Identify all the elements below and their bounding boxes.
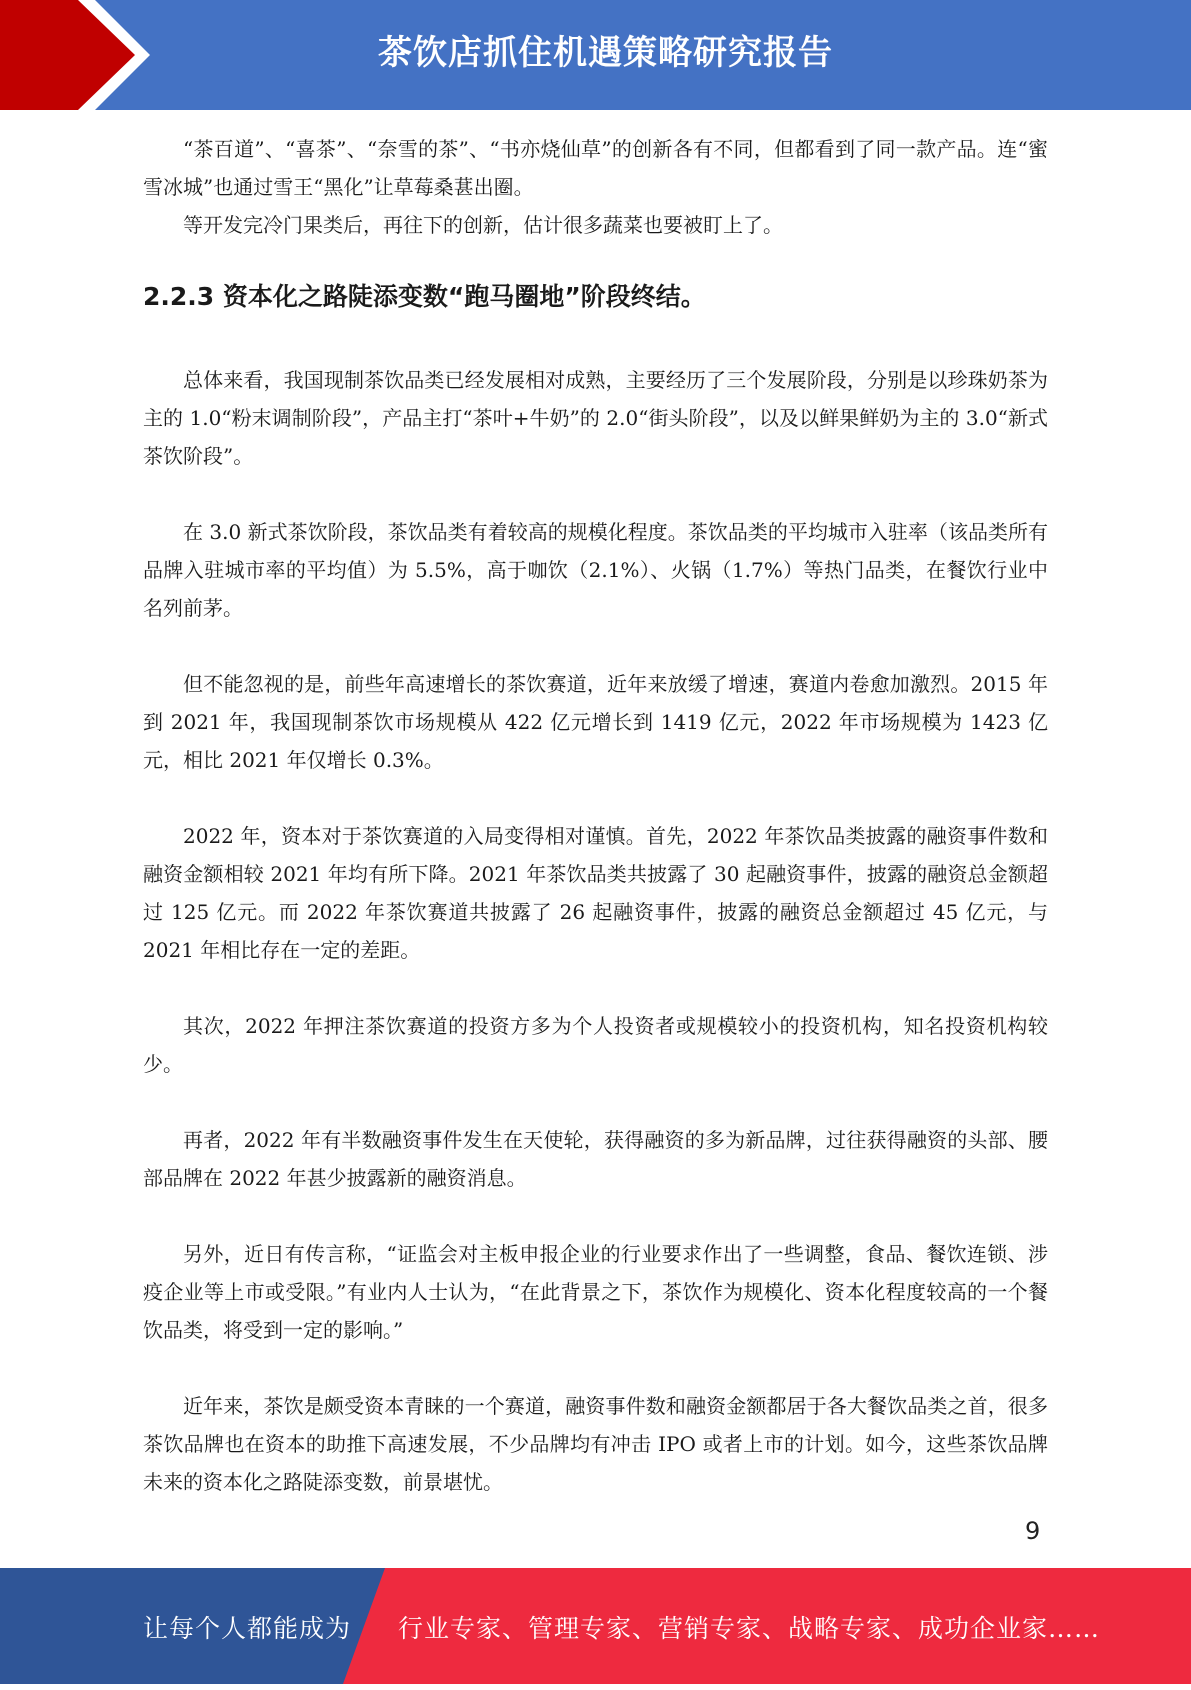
page-footer — [0, 1568, 1191, 1684]
paragraph: 等开发完冷门果类后，再往下的创新，估计很多蔬菜也要被盯上了。 — [183, 213, 783, 237]
paragraph: 但不能忽视的是，前些年高速增长的茶饮赛道，近年来放缓了增速，赛道内卷愈加激烈。2015 年到 2021 年，我国现制茶饮市场规模从 422 亿元增长到 1419 亿元，2022 年市场规模为 1423 亿元，相比 2021 年仅增长 0.3%。 — [143, 672, 1048, 772]
paragraph: 近年来，茶饮是颇受资本青睐的一个赛道，融资事件数和融资金额都居于各大餐饮品类之首，很多茶饮品牌也在资本的助推下高速发展，不少品牌均有冲击 IPO 或者上市的计划。如今，这些茶饮品牌未来的资本化之路陡添变数，前景堪忧。 — [143, 1394, 1048, 1494]
paragraph: 再者，2022 年有半数融资事件发生在天使轮，获得融资的多为新品牌，过往获得融资的头部、腰部品牌在 2022 年甚少披露新的融资消息。 — [143, 1128, 1048, 1190]
section-heading: 2.2.3 资本化之路陡添变数“跑马圈地”阶段终结。 — [143, 282, 706, 311]
paragraph: 2022 年，资本对于茶饮赛道的入局变得相对谨慎。首先，2022 年茶饮品类披露的融资事件数和融资金额相较 2021 年均有所下降。2021 年茶饮品类共披露了 30 起融资事件，披露的融资总金额超过 125 亿元。而 2022 年茶饮赛道共披露了 26 起融资事件，披露的融资总金额超过 45 亿元，与 2021 年相比存在一定的差距。 — [143, 824, 1048, 962]
page-number: 9 — [1025, 1517, 1041, 1545]
paragraph: “茶百道”、“喜茶”、“奈雪的茶”、“书亦烧仙草”的创新各有不同，但都看到了同一款产品。连“蜜雪冰城”也通过雪王“黑化”让草莓桑葚出圈。 — [143, 137, 1048, 199]
page-body — [143, 130, 1048, 1501]
footer-slogan-right: 行业专家、管理专家、营销专家、战略专家、成功企业家…… — [398, 1614, 1101, 1643]
paragraph: 总体来看，我国现制茶饮品类已经发展相对成熟，主要经历了三个发展阶段，分别是以珍珠奶茶为主的 1.0“粉末调制阶段”，产品主打“茶叶+牛奶”的 2.0“街头阶段”，以及以鲜果鲜奶为主的 3.0“新式茶饮阶段”。 — [143, 368, 1048, 468]
paragraph: 另外，近日有传言称，“证监会对主板申报企业的行业要求作出了一些调整，食品、餐饮连锁、涉疫企业等上市或受限。”有业内人士认为，“在此背景之下，茶饮作为规模化、资本化程度较高的一个餐饮品类，将受到一定的影响。” — [143, 1242, 1048, 1342]
paragraph: 在 3.0 新式茶饮阶段，茶饮品类有着较高的规模化程度。茶饮品类的平均城市入驻率（该品类所有品牌入驻城市率的平均值）为 5.5%，高于咖饮（2.1%）、火锅（1.7%）等热门品类，在餐饮行业中名列前茅。 — [143, 520, 1048, 620]
page-header — [0, 0, 1191, 110]
footer-slogan-left: 让每个人都能成为 — [143, 1614, 352, 1643]
paragraph: 其次，2022 年押注茶饮赛道的投资方多为个人投资者或规模较小的投资机构，知名投资机构较少。 — [143, 1014, 1048, 1076]
report-title: 茶饮店抓住机遇策略研究报告 — [378, 33, 833, 73]
